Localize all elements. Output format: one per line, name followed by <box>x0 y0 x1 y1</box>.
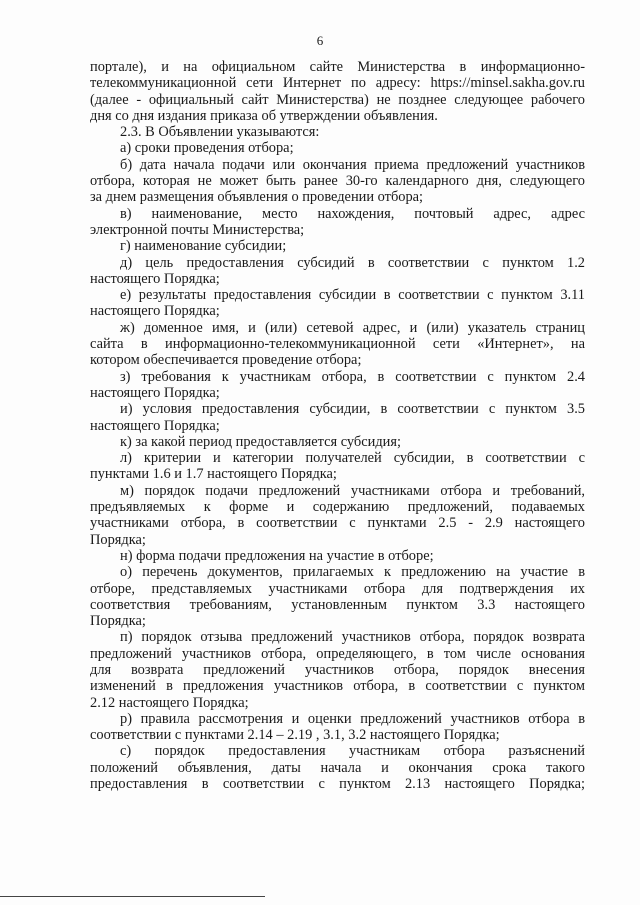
text-line: отбора, которая не может быть ранее 30-го календарного дня, следующего <box>90 173 585 190</box>
paragraph <box>90 564 585 629</box>
text-line: ж) доменное имя, и (или) сетевой адрес, и (или) указатель страниц <box>120 319 585 336</box>
paragraph <box>90 483 585 548</box>
paragraph <box>90 287 585 320</box>
paragraph <box>90 629 585 710</box>
text-line: б) дата начала подачи или окончания приема предложений участников <box>120 156 585 173</box>
paragraph <box>90 59 585 124</box>
footer-rule <box>0 896 265 897</box>
text-line: котором обеспечивается проведение отбора; <box>90 352 362 369</box>
paragraph <box>90 320 585 369</box>
text-line: соответствия требованиям, установленным пунктом 3.3 настоящего <box>90 596 585 613</box>
text-line: предоставления в соответствии с пунктом 2.13 настоящего Порядка; <box>90 776 585 793</box>
text-line: в) наименование, место нахождения, почтовый адрес, адрес <box>120 205 585 222</box>
text-line: настоящего Порядка; <box>90 384 220 401</box>
text-line: настоящего Порядка; <box>90 303 220 320</box>
text-line: отборе, представляемых участниками отбора для подтверждения их <box>90 580 585 597</box>
text-line: сайта в информационно-телекоммуникационной сети «Интернет», на <box>90 336 585 353</box>
text-line: дня со дня издания приказа об утверждении объявления. <box>90 107 438 124</box>
text-line: для возврата предложений участников отбора, порядок внесения <box>90 661 585 678</box>
text-line: участниками отбора, в соответствии с пунктами 2.5 - 2.9 настоящего <box>90 515 585 532</box>
text-line: с) порядок предоставления участникам отбора разъяснений <box>120 743 585 760</box>
text-line: изменений в предложения участников отбора, в соответствии с пунктом <box>90 678 585 695</box>
paragraph <box>90 548 585 564</box>
text-line: р) правила рассмотрения и оценки предложений участников отбора в <box>120 710 585 727</box>
text-line: е) результаты предоставления субсидии в соответствии с пунктом 3.11 <box>120 287 585 304</box>
page-number: 6 <box>316 33 324 48</box>
paragraph <box>90 743 585 792</box>
text-line: а) сроки проведения отбора; <box>120 140 294 157</box>
text-line: л) критерии и категории получателей субсидии, в соответствии с <box>120 450 585 467</box>
paragraph <box>90 238 585 254</box>
paragraph <box>90 140 585 156</box>
text-line: з) требования к участникам отбора, в соответствии с пунктом 2.4 <box>120 368 585 385</box>
text-line: к) за какой период предоставляется субсидия; <box>120 433 401 450</box>
text-line: (далее - официальный сайт Министерства) не позднее следующее рабочего <box>90 91 585 108</box>
text-line: предъявляемых к форме и содержанию предложений, подаваемых <box>90 499 585 516</box>
text-line: Порядка; <box>90 531 146 548</box>
paragraph <box>90 157 585 206</box>
text-line: Порядка; <box>90 613 146 630</box>
text-line: пунктами 1.6 и 1.7 настоящего Порядка; <box>90 466 337 483</box>
text-line: н) форма подачи предложения на участие в отборе; <box>120 547 434 564</box>
text-line: д) цель предоставления субсидий в соответствии с пунктом 1.2 <box>120 254 585 271</box>
paragraph <box>90 401 585 434</box>
text-line: положений объявления, даты начала и окончания срока такого <box>90 759 585 776</box>
text-line: соответствии с пунктами 2.14 – 2.19 , 3.1, 3.2 настоящего Порядка; <box>90 727 500 744</box>
text-line: м) порядок подачи предложений участниками отбора и требований, <box>120 482 585 499</box>
document-body <box>90 59 585 792</box>
paragraph <box>90 255 585 288</box>
paragraph <box>90 369 585 402</box>
text-line: за днем размещения объявления о проведении отбора; <box>90 189 424 206</box>
text-line: 2.3. В Объявлении указываются: <box>120 124 320 141</box>
paragraph <box>90 206 585 239</box>
paragraph <box>90 124 585 140</box>
text-line: п) порядок отзыва предложений участников отбора, порядок возврата <box>120 629 585 646</box>
text-line: о) перечень документов, прилагаемых к предложению на участие в <box>120 564 585 581</box>
paragraph <box>90 711 585 744</box>
text-line: телекоммуникационной сети Интернет по адресу: https://minsel.sakha.gov.ru <box>90 75 585 92</box>
text-line: настоящего Порядка; <box>90 270 220 287</box>
paragraph <box>90 450 585 483</box>
text-line: 2.12 настоящего Порядка; <box>90 694 249 711</box>
paragraph <box>90 434 585 450</box>
text-line: г) наименование субсидии; <box>120 238 287 255</box>
text-line: и) условия предоставления субсидии, в соответствии с пунктом 3.5 <box>120 401 585 418</box>
text-line: порталe), и на официальном сайте Министерства в информационно- <box>90 59 585 75</box>
text-line: настоящего Порядка; <box>90 417 220 434</box>
text-line: предложений участников отбора, определяющего, в том числе основания <box>90 645 585 662</box>
text-line: электронной почты Министерства; <box>90 221 305 238</box>
